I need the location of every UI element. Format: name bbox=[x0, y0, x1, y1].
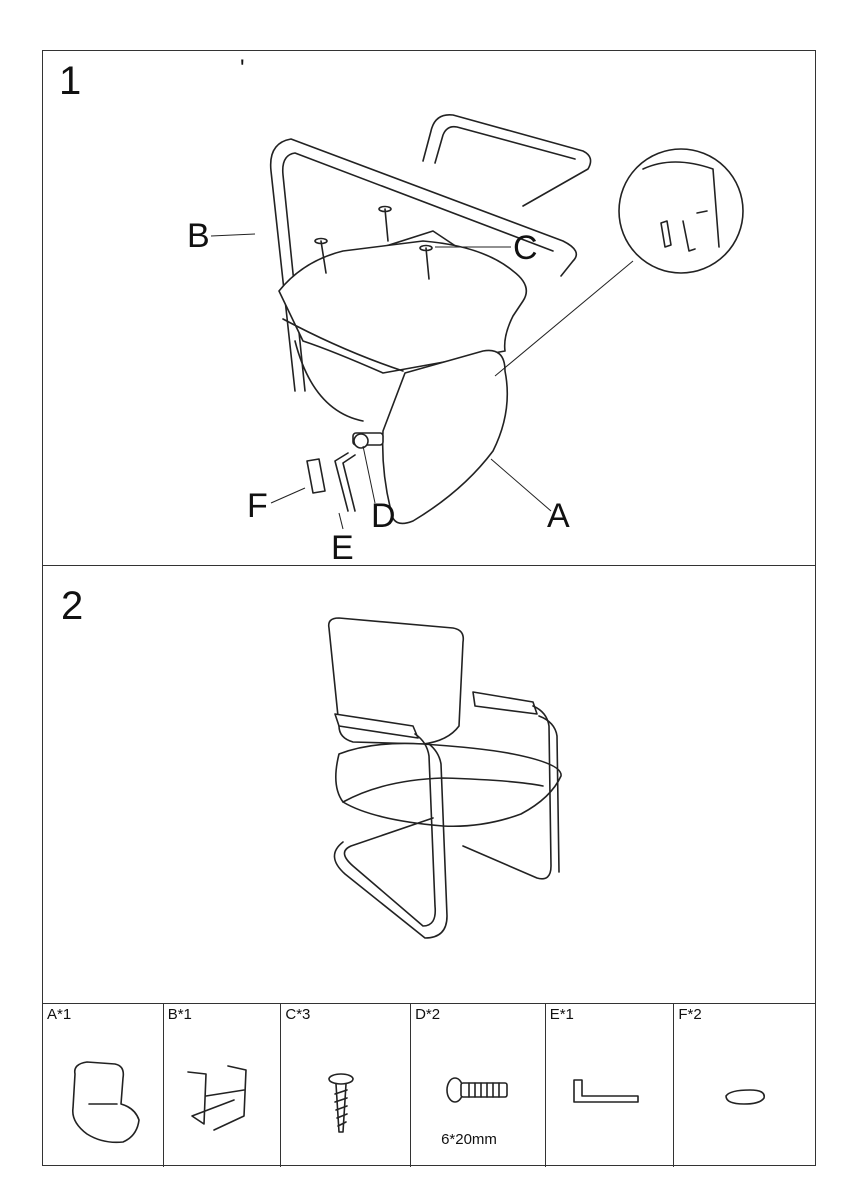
callout-e: E bbox=[331, 529, 354, 567]
part-e-label: E*1 bbox=[549, 1006, 574, 1023]
assembly-sheet bbox=[42, 50, 816, 1166]
step-1-panel bbox=[43, 51, 815, 566]
part-c-label: C*3 bbox=[285, 1006, 311, 1023]
part-f-label: F*2 bbox=[678, 1006, 702, 1023]
screw-icon bbox=[281, 1004, 411, 1167]
step-1-drawing bbox=[43, 51, 817, 566]
frame-icon bbox=[164, 1004, 282, 1167]
part-d-label: D*2 bbox=[415, 1006, 441, 1023]
parts-list bbox=[43, 1004, 815, 1167]
callout-d: D bbox=[371, 497, 396, 535]
callout-a: A bbox=[547, 497, 570, 535]
stray-mark: ' bbox=[240, 55, 245, 82]
step-2-number: 2 bbox=[61, 584, 84, 628]
callout-b: B bbox=[187, 217, 210, 255]
bolt-size-note: 6*20mm bbox=[441, 1131, 497, 1148]
callout-f: F bbox=[247, 487, 268, 525]
cap-icon bbox=[674, 1004, 815, 1167]
allen-key-icon bbox=[546, 1004, 675, 1167]
part-b-label: B*1 bbox=[167, 1006, 192, 1023]
assembled-chair-drawing bbox=[43, 566, 817, 1004]
part-d-cell bbox=[411, 1004, 546, 1167]
part-a-label: A*1 bbox=[47, 1006, 72, 1023]
seat-shell-icon bbox=[43, 1004, 164, 1167]
part-c-cell bbox=[281, 1004, 411, 1167]
part-a-cell bbox=[43, 1004, 164, 1167]
part-f-cell bbox=[674, 1004, 815, 1167]
part-b-cell bbox=[164, 1004, 282, 1167]
part-e-cell bbox=[546, 1004, 675, 1167]
step-2-panel bbox=[43, 566, 815, 1004]
callout-c: C bbox=[513, 229, 538, 267]
step-1-number: 1 bbox=[59, 59, 82, 103]
